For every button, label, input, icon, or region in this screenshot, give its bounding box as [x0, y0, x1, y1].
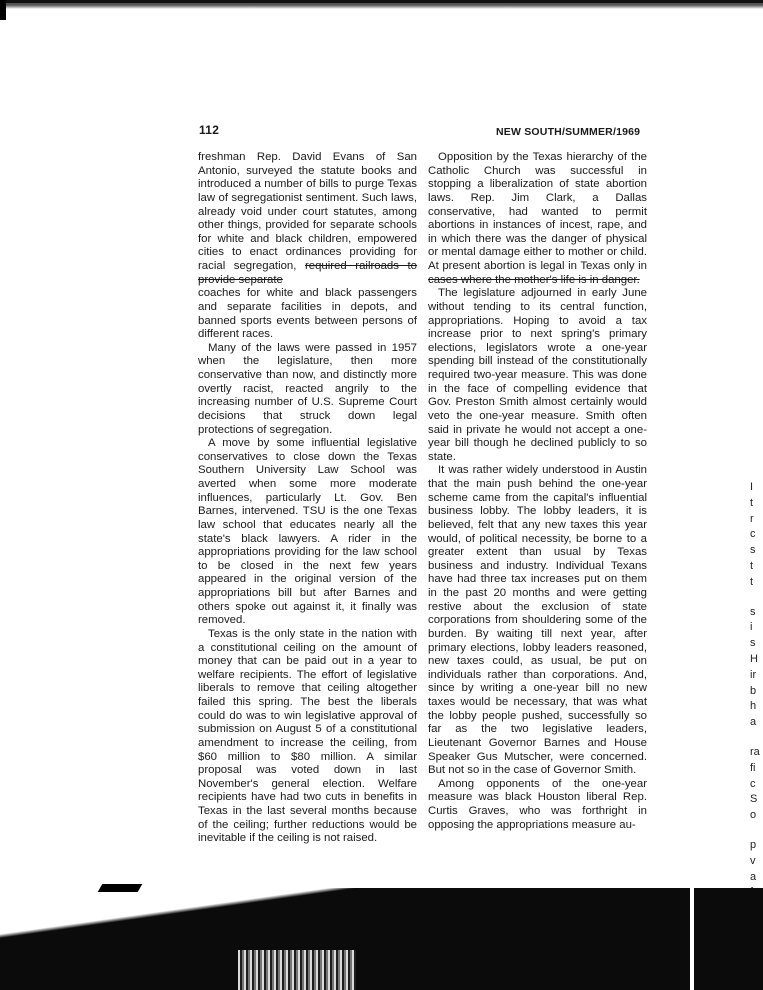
paragraph: A move by some influential legislative conservatives to close down the Texas Southern University Law School was averted when some more moderate influences, particularly Lt. Gov. Ben Barnes, intervened. TSU is the one Texas law school that educates nearly all the state's black lawyers. A rider in the appropriations providing for the law school to be closed in the next few years appeared in the original version of the appropriations bill but after Barnes and others spoke out against it, it finally was removed. — [198, 437, 417, 627]
paragraph: Many of the laws were passed in 1957 when the legislature, then more conservative than now, and distinctly more overtly racist, reacted angrily to the increasing number of U.S. Supreme Court decisions that struck down legal protections of segregation. — [198, 341, 417, 436]
edge-fragment: r — [750, 512, 754, 525]
edge-fragment: p — [750, 838, 757, 851]
edge-fragment: ir — [750, 668, 757, 681]
scan-spine-gap — [690, 880, 694, 990]
edge-fragment: c — [750, 777, 756, 790]
paragraph: The legislature adjourned in early June without tending to its central function, appropriations. Hoping to avoid a tax increase prior to next spring's primary elections, legislators wrote a one-year spending bill instead of the constitutionally required two-year measure. This was done in the face of compelling evidence that Gov. Preston Smith almost certainly would veto the one-year measure. Smith often said in private he would not accept a one-year bill though he declined publicly to so state. — [428, 287, 647, 463]
edge-fragment: a — [750, 870, 757, 883]
paragraph: Among opponents of the one-year measure was black Houston liberal Rep. Curtis Graves, who was forthright in opposing the appropriations measure au- — [428, 777, 647, 831]
edge-fragment: c — [750, 528, 756, 541]
paragraph: Opposition by the Texas hierarchy of the Catholic Church was successful in stopping a liberalization of state abortion laws. Rep. Jim Clark, a Dallas conservative, had wanted to permit abortions in instances of incest, rape, and in which there was the danger of physical or mental damage either to mother or child. At present abortion is legal in Texas only in cases where the mother's life is in danger. — [428, 151, 647, 286]
edge-fragment: S — [750, 793, 758, 806]
edge-fragment: v — [750, 854, 756, 867]
edge-fragment: t — [750, 559, 754, 572]
paragraph: coaches for white and black passengers and separate facilities in depots, and banned sports events between persons of different races. — [198, 287, 417, 341]
edge-fragment: fi — [750, 761, 756, 774]
edge-fragment: s — [750, 544, 756, 557]
edge-fragment: h — [750, 700, 757, 713]
right-text-column — [428, 151, 647, 832]
running-head: NEW SOUTH/SUMMER/1969 — [496, 126, 641, 138]
scan-artifact — [238, 950, 356, 990]
edge-fragment: s — [750, 605, 756, 618]
edge-fragment: ra — [750, 745, 760, 758]
left-text-column — [198, 151, 417, 846]
scan-top-edge — [0, 0, 763, 9]
edge-fragment — [750, 591, 763, 605]
edge-fragment: H — [750, 652, 758, 665]
paragraph: Texas is the only state in the nation with a constitutional ceiling on the amount of money that can be paid out in a year to welfare recipients. The effort of legislative liberals to remove that ceiling altogether failed this spring. The best the liberals could do was to win legislative approval of submission on August 5 of a constitutional amendment to increase the ceiling, from $60 million to $80 million. A similar proposal was voted down in last November's general election. Welfare recipients have had two cuts in benefits in Texas in the last several months because of the ceiling; further reductions would be inevitable if the ceiling is not raised. — [198, 627, 417, 845]
scan-bottom-page-edge — [0, 888, 763, 990]
edge-fragment: b — [750, 684, 757, 697]
edge-fragment: i — [750, 621, 753, 634]
edge-fragment: t — [750, 496, 754, 509]
edge-fragment: s — [750, 637, 756, 650]
next-page-edge-text — [750, 480, 763, 917]
edge-fragment: I — [750, 481, 754, 493]
edge-fragment: a — [750, 716, 757, 729]
edge-fragment — [750, 824, 763, 838]
struck-text: required railroads to provide separate — [198, 260, 417, 286]
scan-artifact — [98, 884, 143, 892]
edge-fragment: o — [750, 809, 757, 822]
paragraph: It was rather widely understood in Austin that the main push behind the one-year scheme came from the capital's influential business lobby. The lobby leaders, it is believed, felt that any new taxes this year would, of political necessity, be borne to a greater extent than usual by Texas business and industry. Individual Texans have had three tax increases put on them in the past 20 months and were getting restive about the exclusion of state corporations from shouldering some of the burden. By waiting till next year, after primary elections, lobby leaders reasoned, new taxes could, as usual, be put on individuals rather than corporations. And, since by writing a one-year bill no new taxes would be necessary, that was what the lobby people pushed, successfully so far as the two legislative leaders, Lieutenant Governor Barnes and House Speaker Gus Mutscher, were concerned. But not so in the case of Governor Smith. — [428, 464, 647, 777]
struck-text: cases where the mother's life is in danger. — [428, 273, 640, 286]
page-number: 112 — [199, 123, 220, 137]
edge-fragment — [750, 731, 763, 745]
scan-corner-shadow — [0, 0, 6, 20]
paragraph: freshman Rep. David Evans of San Antonio, surveyed the statute books and introduced a number of bills to purge Texas law of segregationist sentiment. Such laws, already void under court statutes, among other things, provided for separate schools for white and black children, empowered cities to enact ordinances providing for racial segregation, required railroads to provide separate — [198, 151, 417, 286]
edge-fragment: t — [750, 575, 754, 588]
